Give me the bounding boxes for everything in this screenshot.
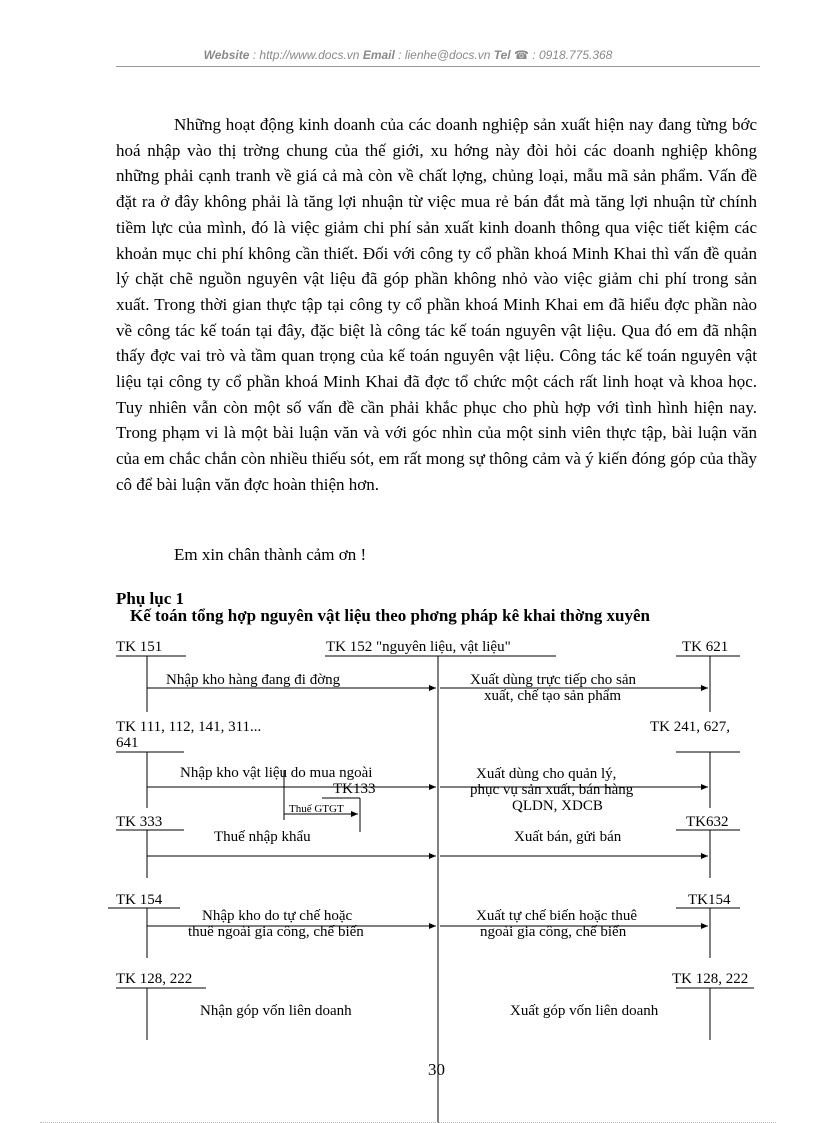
closing-line: Em xin chân thành cảm ơn ! [174, 545, 367, 564]
website-value: : http://www.docs.vn [249, 48, 363, 62]
account-tk152: TK 152 "nguyên liệu, vật liệu" [326, 639, 511, 655]
flow-out-management-1: Xuất dùng cho quản lý, [476, 766, 617, 782]
flow-in-purchase: Nhập kho vật liệu do mua ngoài [180, 765, 373, 781]
website-label: Website [203, 48, 250, 62]
account-tk151: TK 151 [116, 639, 163, 655]
appendix-subtitle: Kế toán tổng hợp nguyên vật liệu theo phơng pháp kê khai thờng xuyên [130, 606, 650, 625]
phone-icon: ☎ [513, 48, 529, 62]
account-tk241: TK 241, 627, [650, 719, 730, 735]
flow-vat: Thuế GTGT [289, 803, 344, 815]
flow-out-direct-2: xuất, chế tạo sản phẩm [484, 688, 622, 704]
account-tk154-left: TK 154 [116, 892, 163, 908]
paragraph-text: Những hoạt động kinh doanh của các doanh nghiệp sản xuất hiện nay đang từng bớc hoá nhập vào thị trờng chung của thế giới, xu hớng này đòi hỏi các doanh nghiệp không những phải cạnh tranh về giá cả mà còn về chất lợng, chủng loại, mẫu mã sản phẩm. Vấn đề đặt ra ở đây không phải là tăng lợi nhuận từ việc mua rẻ bán đắt mà tăng lợi nhuận từ chính tiềm lực của mình, đó là việc giảm chi phí sản xuất kinh doanh thông qua việc tiết kiệm các khoản mục chi phí không cần thiết. Đối với công ty cổ phần khoá Minh Khai thì vấn đề quản lý chặt chẽ nguồn nguyên vật liệu đã góp phần không nhỏ vào việc giảm chi phí trong sản xuất. Trong thời gian thực tập tại công ty cổ phần khoá Minh Khai em đã hiểu đợc phần nào về công tác kế toán tại đây, đặc biệt là công tác kế toán nguyên vật liệu. Qua đó em đã nhận thấy đợc vai trò và tầm quan trọng của kế toán nguyên vật liệu. Công tác kế toán nguyên vật liệu tại công ty cổ phần khoá Minh Khai đã đợc tổ chức một cách rất linh hoạt và khoa học. Tuy nhiên vẫn còn một số vấn đề cần phải khắc phục cho phù hợp với tình hình hiện nay. Trong phạm vi là một bài luận văn và với góc nhìn của một sinh viên thực tập, bài luận văn của em chắc chắn còn nhiều thiếu sót, em rất mong sự thông cảm và ý kiến đóng góp của thầy cô để bài luận văn đợc hoàn thiện hơn. [116, 115, 757, 494]
flow-in-goods-in-transit: Nhập kho hàng đang đi đờng [166, 672, 341, 688]
account-tk111: TK 111, 112, 141, 311... [116, 719, 262, 735]
flow-out-processing-1: Xuất tự chế biến hoặc thuê [476, 908, 637, 924]
account-tk632: TK632 [686, 814, 729, 830]
account-tk154-right: TK154 [688, 892, 731, 908]
flow-out-sale: Xuất bán, gửi bán [514, 829, 622, 845]
account-tk128-left: TK 128, 222 [116, 971, 193, 987]
flow-out-management-3: QLDN, XDCB [512, 798, 603, 814]
tel-label: Tel [493, 48, 511, 62]
flow-out-management-2: phục vụ sản xuất, bán hàng [470, 782, 634, 798]
page-number: 30 [428, 1060, 445, 1079]
account-tk621: TK 621 [682, 639, 729, 655]
email-value: : lienhe@docs.vn [394, 48, 494, 62]
appendix-title: Phụ lục 1 [116, 589, 185, 608]
account-tk128-right: TK 128, 222 [672, 971, 749, 987]
flow-in-self-made-1: Nhập kho do tự chế hoặc [202, 908, 353, 924]
flow-out-joint-venture: Xuất góp vốn liên doanh [510, 1003, 659, 1019]
flow-import-tax: Thuế nhập khẩu [214, 829, 311, 845]
flow-out-direct-1: Xuất dùng trực tiếp cho sản [470, 672, 637, 688]
flow-in-self-made-2: thuê ngoài gia công, chế biến [188, 924, 364, 940]
account-tk641: 641 [116, 735, 139, 751]
tel-value: : 0918.775.368 [528, 48, 613, 62]
account-tk333: TK 333 [116, 814, 163, 830]
email-label: Email [362, 48, 395, 62]
flow-in-joint-venture: Nhận góp vốn liên doanh [200, 1003, 352, 1019]
flow-out-processing-2: ngoài gia công, chế biến [480, 924, 627, 940]
account-tk133: TK133 [333, 781, 376, 797]
